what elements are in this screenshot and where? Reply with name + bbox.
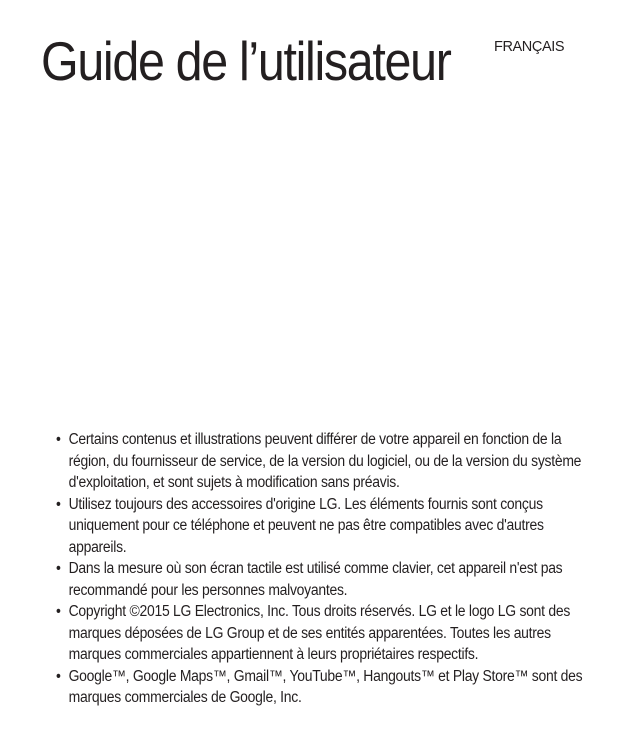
bullet-icon: •	[56, 560, 61, 577]
bullet-icon: •	[56, 667, 61, 685]
notice-text: Certains contenus et illustrations peuvent différer de votre appareil en fonction de la région, du fournisseur de service, de la version du logiciel, ou de la version du système d'exploitation, et sont sujets à modification sans préavis.	[68, 431, 582, 491]
bullet-icon: •	[56, 431, 61, 448]
notice-item	[56, 558, 586, 601]
notice-text: Copyright ©2015 LG Electronics, Inc. Tous droits réservés. LG et le logo LG sont des marques déposées de LG Group et de ses entités apparentées. Toutes les autres marques commerciales appartiennent à leurs propriétaires respectifs.	[68, 603, 571, 663]
document-title: Guide de l’utilisateur	[41, 30, 451, 92]
language-label: FRANÇAIS	[494, 39, 565, 55]
notice-text: Dans la mesure où son écran tactile est utilisé comme clavier, cet appareil n'est pas recommandé pour les personnes malvoyantes.	[68, 560, 563, 599]
notice-text: Utilisez toujours des accessoires d'origine LG. Les éléments fournis sont conçus uniquement pour ce téléphone et peuvent ne pas être compatibles avec d'autres appareils.	[68, 495, 544, 556]
notice-item	[56, 429, 586, 494]
bullet-icon: •	[56, 603, 61, 620]
notice-item	[56, 666, 586, 709]
notice-list	[56, 429, 596, 709]
notice-item	[56, 494, 586, 559]
bullet-icon: •	[56, 495, 61, 513]
notice-item	[56, 601, 586, 666]
notice-text: Google™, Google Maps™, Gmail™, YouTube™, Hangouts™ et Play Store™ sont des marques commerciales de Google, Inc.	[68, 667, 583, 706]
